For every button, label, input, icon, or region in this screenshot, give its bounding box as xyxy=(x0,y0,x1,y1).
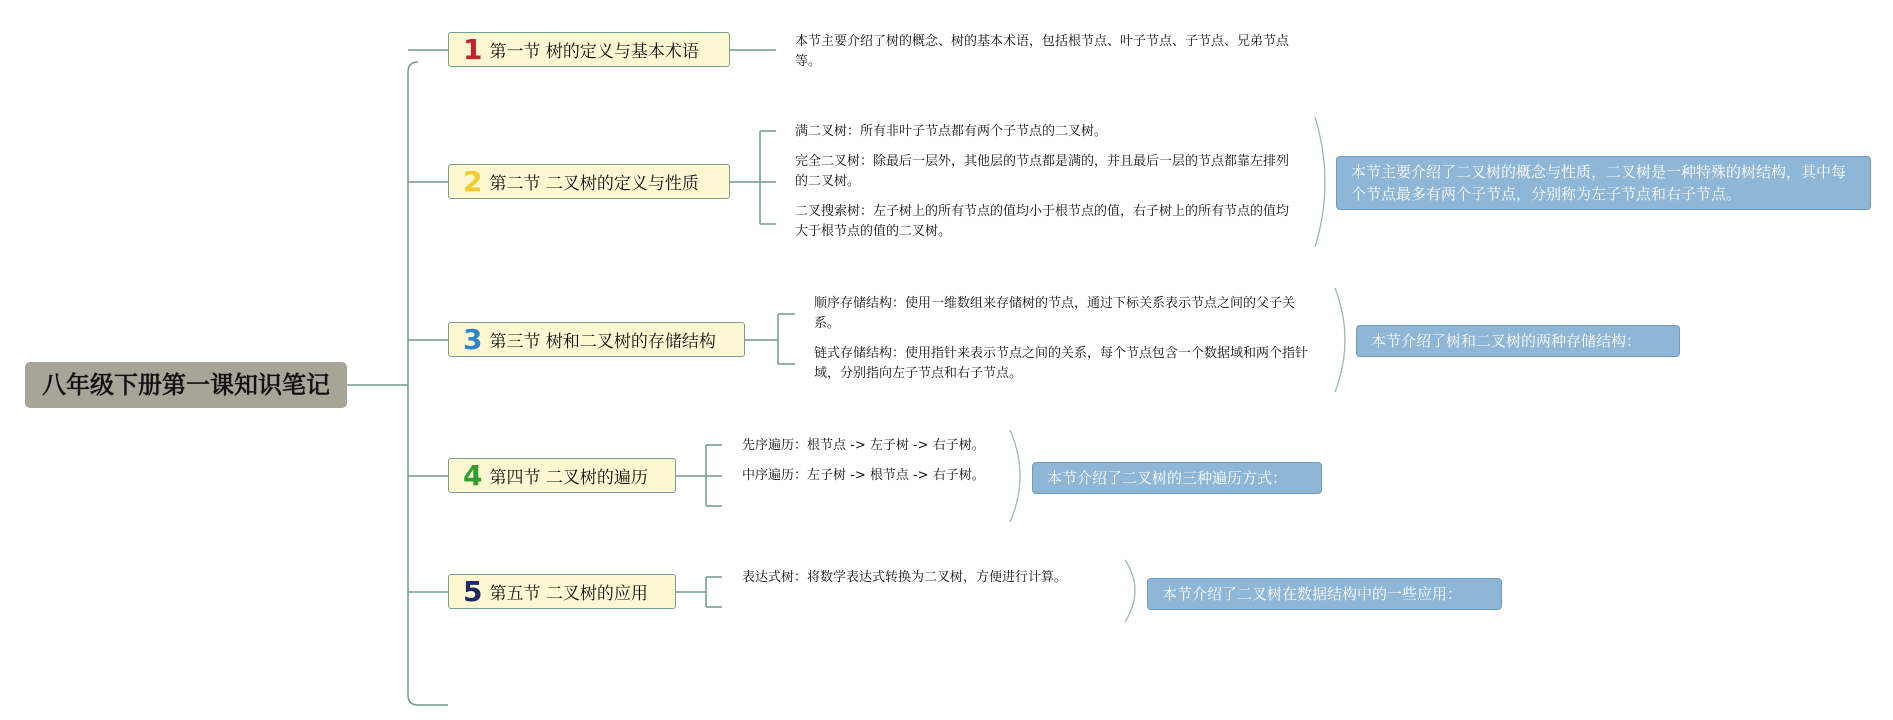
section-5-summary[interactable]: 本节介绍了二叉树在数据结构中的一些应用： xyxy=(1147,578,1502,610)
section-4-title: 第四节 二叉树的遍历 xyxy=(489,468,648,488)
number-1-icon: 1 xyxy=(463,32,483,66)
section-1-note[interactable]: 本节主要介绍了树的概念、树的基本术语，包括根节点、叶子节点、子节点、兄弟节点等。 xyxy=(795,34,1290,69)
section-1-title: 第一节 树的定义与基本术语 xyxy=(489,42,699,62)
section-4-note-2[interactable]: 中序遍历：左子树 -> 根节点 -> 右子树。 xyxy=(742,468,985,483)
trunk-line xyxy=(408,62,448,705)
section-5-topic[interactable] xyxy=(448,574,676,609)
section-3-note-2[interactable]: 链式存储结构：使用指针来表示节点之间的关系，每个节点包含一个数据域和两个指针域，分别指向左子节点和右子节点。 xyxy=(814,346,1309,381)
sec2-summary-bracket xyxy=(1315,117,1325,247)
section-1-topic[interactable] xyxy=(448,32,730,67)
sec4-connector xyxy=(676,445,722,506)
sec5-summary-bracket xyxy=(1125,560,1135,622)
sec3-connector xyxy=(745,314,795,364)
section-2-topic[interactable] xyxy=(448,164,730,199)
section-2-note-3[interactable]: 二叉搜索树：左子树上的所有节点的值均小于根节点的值，右子树上的所有节点的值均大于根节点的值的二叉树。 xyxy=(795,204,1290,239)
section-2-summary[interactable]: 本节主要介绍了二叉树的概念与性质，二叉树是一种特殊的树结构，其中每个节点最多有两个子节点，分别称为左子节点和右子节点。 xyxy=(1336,156,1871,210)
section-3-note-1[interactable]: 顺序存储结构：使用一维数组来存储树的节点，通过下标关系表示节点之间的父子关系。 xyxy=(814,296,1296,331)
number-3-icon: 3 xyxy=(463,322,483,356)
section-2-note-2[interactable]: 完全二叉树：除最后一层外，其他层的节点都是满的，并且最后一层的节点都靠左排列的二叉树。 xyxy=(795,154,1290,189)
section-3-summary[interactable]: 本节介绍了树和二叉树的两种存储结构： xyxy=(1356,325,1680,357)
number-2-icon: 2 xyxy=(463,164,483,198)
section-5-title: 第五节 二叉树的应用 xyxy=(489,584,648,604)
section-4-note-1[interactable]: 先序遍历：根节点 -> 左子树 -> 右子树。 xyxy=(742,438,985,453)
section-2-title: 第二节 二叉树的定义与性质 xyxy=(489,174,699,194)
sec3-summary-bracket xyxy=(1335,288,1345,392)
section-2-note-1[interactable]: 满二叉树：所有非叶子节点都有两个子节点的二叉树。 xyxy=(795,124,1108,139)
section-5-note-1[interactable]: 表达式树：将数学表达式转换为二叉树，方便进行计算。 xyxy=(742,570,1068,585)
section-4-topic[interactable] xyxy=(448,458,676,493)
section-3-topic[interactable] xyxy=(448,322,745,357)
number-4-icon: 4 xyxy=(463,458,483,492)
section-4-summary[interactable]: 本节介绍了二叉树的三种遍历方式： xyxy=(1032,462,1322,494)
sec5-connector xyxy=(676,577,722,607)
section-3-title: 第三节 树和二叉树的存储结构 xyxy=(489,332,716,352)
number-5-icon: 5 xyxy=(463,574,483,608)
sec2-connector xyxy=(730,131,776,224)
root-topic[interactable]: 八年级下册第一课知识笔记 xyxy=(25,362,347,408)
